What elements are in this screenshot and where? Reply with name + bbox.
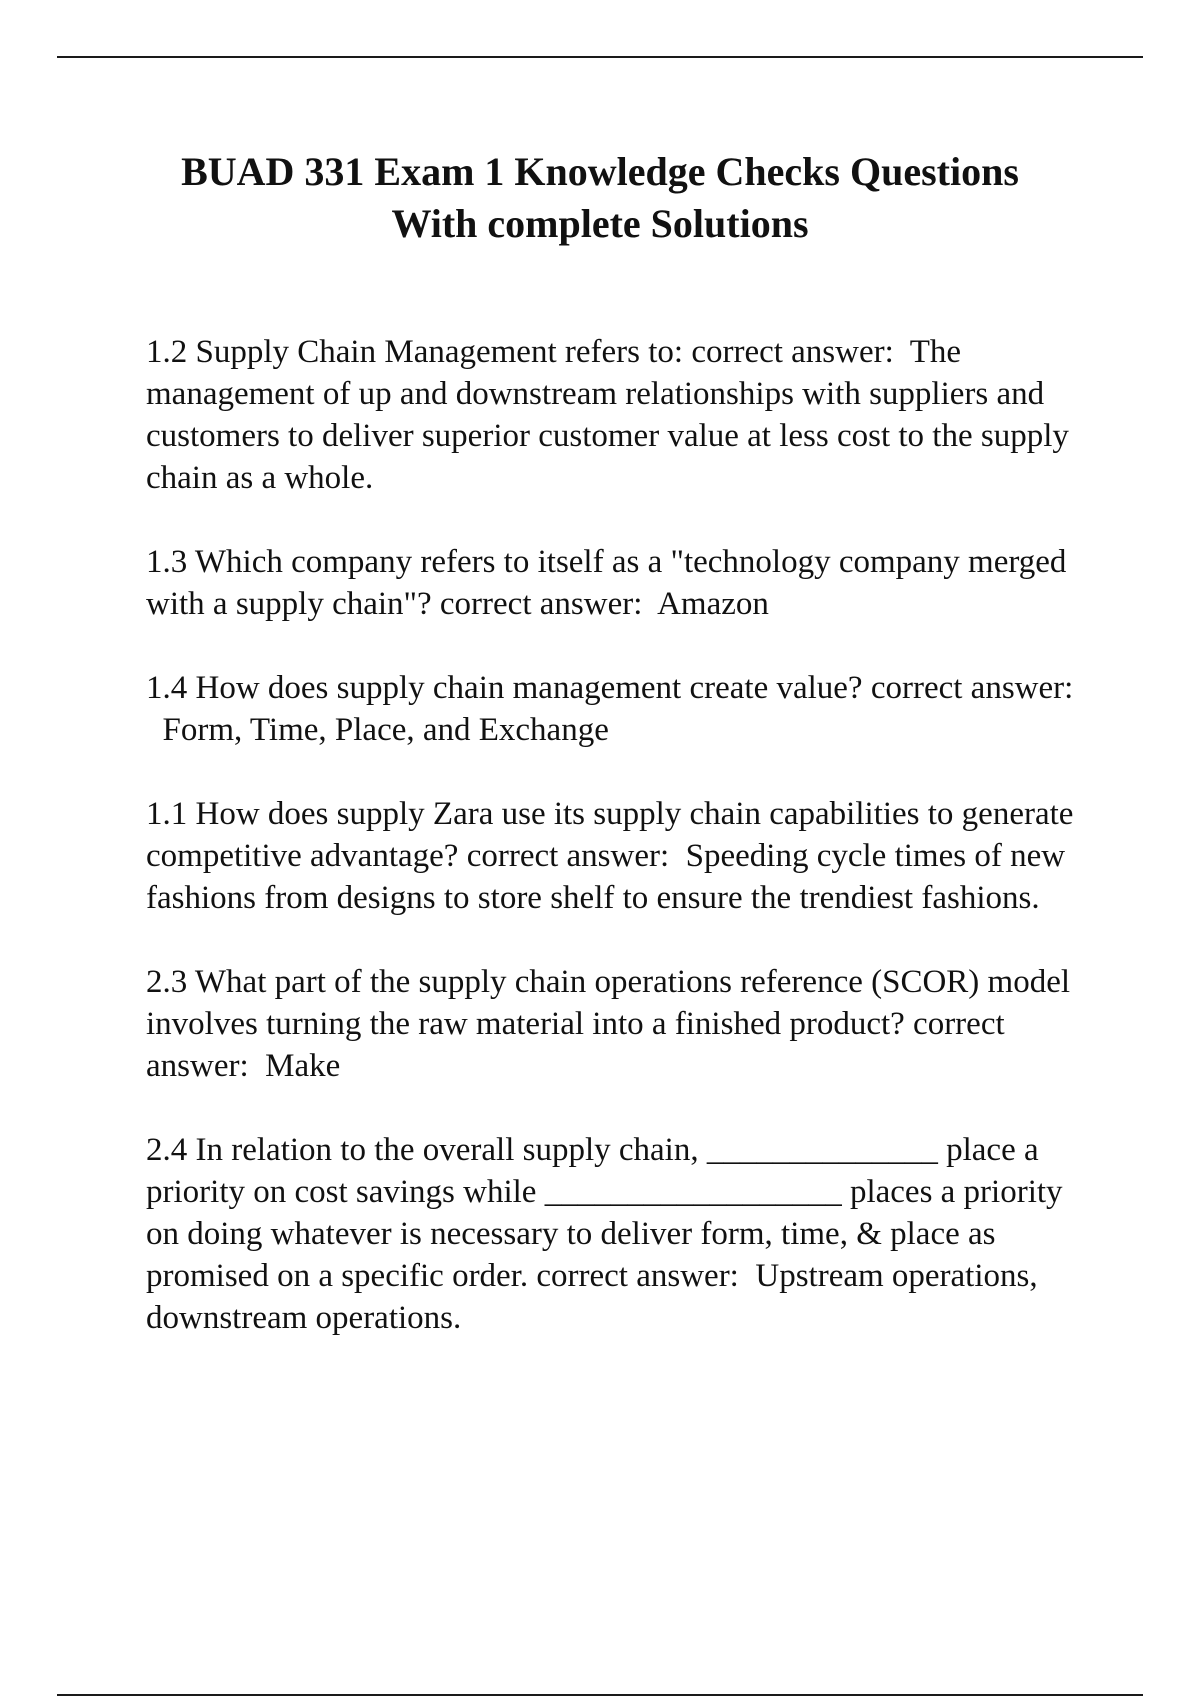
answer-label: correct answer: [691, 334, 894, 370]
answer-label: correct answer: [536, 1258, 739, 1294]
answer-label: correct answer: [146, 1006, 1005, 1084]
answer-text: Upstream operations, downstream operations. [146, 1258, 1038, 1336]
answer-text: Speeding cycle times of new fashions from designs to store shelf to ensure the trendiest fashions. [146, 838, 1066, 916]
qa-item [146, 331, 1086, 499]
bottom-divider [57, 1694, 1143, 1696]
qa-item [146, 1129, 1086, 1339]
question-text: 1.2 Supply Chain Management refers to: [146, 334, 684, 370]
answer-label: correct answer: [870, 670, 1074, 706]
document-title [100, 146, 1100, 250]
qa-item [146, 793, 1086, 919]
answer-text: Form, Time, Place, and Exchange [162, 712, 609, 748]
qa-item [146, 541, 1086, 625]
answer-label: correct answer: [439, 586, 643, 622]
title-line-1: BUAD 331 Exam 1 Knowledge Checks Questions [181, 149, 1019, 194]
answer-text: Make [265, 1048, 341, 1084]
question-text: 2.3 What part of the supply chain operations reference (SCOR) model involves turning the raw material into a finished product? [146, 964, 1071, 1042]
qa-item [146, 667, 1086, 751]
answer-label: correct answer: [466, 838, 670, 874]
question-text: 2.4 In relation to the overall supply chain, ______________ place a priority on cost savings while __________________ places a priority on doing whatever is necessary to deliver form, time, & place as promised on a specific order. [146, 1132, 1063, 1294]
question-text: 1.3 Which company refers to itself as a "technology company merged with a supply chain"? [146, 544, 1067, 622]
qa-item [146, 961, 1086, 1087]
qa-list [146, 331, 1086, 1381]
title-line-2: With complete Solutions [391, 201, 809, 246]
top-divider [57, 56, 1143, 58]
question-text: 1.1 How does supply Zara use its supply chain capabilities to generate competitive advantage? [146, 796, 1074, 874]
answer-text: The management of up and downstream relationships with suppliers and customers to deliver superior customer value at less cost to the supply chain as a whole. [146, 334, 1069, 496]
answer-text: Amazon [657, 586, 769, 622]
question-text: 1.4 How does supply chain management create value? [146, 670, 863, 706]
